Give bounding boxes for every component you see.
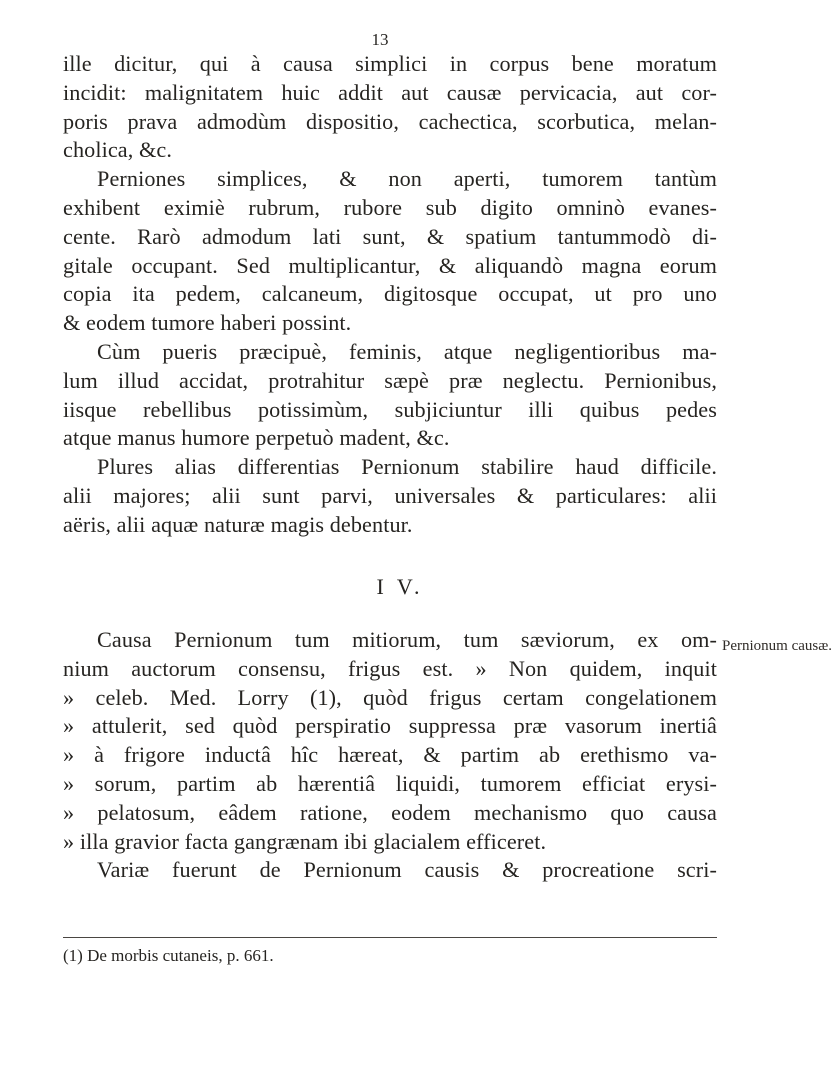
text-block-bottom xyxy=(63,626,717,885)
text-line: cente. Rarò admodum lati sunt, & spatium tantummodò di- xyxy=(63,223,717,249)
text-line: cholica, &c. xyxy=(63,137,173,163)
text-line: » celeb. Med. Lorry (1), quòd frigus certam congelationem xyxy=(63,684,717,710)
text-line: Variæ fuerunt de Pernionum causis & procreatione scri- xyxy=(97,857,717,883)
margin-note: Pernionum causæ. xyxy=(722,638,832,654)
text-line: » illa gravior facta gangrænam ibi glacialem efficeret. xyxy=(63,828,547,854)
section-heading: I V. xyxy=(376,574,424,599)
text-line: gitale occupant. Sed multiplicantur, & aliquandò magna eorum xyxy=(63,252,717,278)
text-line: incidit: malignitatem huic addit aut causæ pervicacia, aut cor- xyxy=(63,79,717,105)
text-line: lum illud accidat, protrahitur sæpè præ neglectu. Pernionibus, xyxy=(63,367,717,393)
text-block-top xyxy=(63,50,717,540)
text-line: » pelatosum, eâdem ratione, eodem mechanismo quo causa xyxy=(63,799,717,825)
page-number: 13 xyxy=(371,30,389,49)
text-line: nium auctorum consensu, frigus est. » Non quidem, inquit xyxy=(63,655,717,681)
text-line: exhibent eximiè rubrum, rubore sub digito omninò evanes- xyxy=(63,194,717,220)
footnote-rule xyxy=(63,937,717,938)
text-line: Plures alias differentias Pernionum stabilire haud difficile. xyxy=(97,454,717,480)
footnote: (1) De morbis cutaneis, p. 661. xyxy=(63,946,274,965)
text-line: » attulerit, sed quòd perspiratio suppressa præ vasorum inertiâ xyxy=(63,713,717,739)
text-line: atque manus humore perpetuò madent, &c. xyxy=(63,425,450,451)
text-line: Cùm pueris præcipuè, feminis, atque negligentioribus ma- xyxy=(97,338,717,364)
text-line: poris prava admodùm dispositio, cachectica, scorbutica, melan- xyxy=(63,108,717,134)
text-line: » à frigore inductâ hîc hæreat, & partim ab erethismo va- xyxy=(63,742,717,768)
text-line: Causa Pernionum tum mitiorum, tum sæviorum, ex om- xyxy=(97,627,717,652)
text-line: ille dicitur, qui à causa simplici in corpus bene moratum xyxy=(63,51,717,76)
text-line: alii majores; alii sunt parvi, universales & particulares: alii xyxy=(63,482,717,508)
text-line: aëris, alii aquæ naturæ magis debentur. xyxy=(63,511,413,537)
text-line: iisque rebellibus potissimùm, subjiciuntur illi quibus pedes xyxy=(63,396,717,422)
text-line: Perniones simplices, & non aperti, tumorem tantùm xyxy=(97,166,717,192)
text-line: » sorum, partim ab hærentiâ liquidi, tumorem efficiat erysi- xyxy=(63,770,717,796)
text-line: & eodem tumore haberi possint. xyxy=(63,310,352,336)
text-line: copia ita pedem, calcaneum, digitosque occupat, ut pro uno xyxy=(63,281,717,307)
